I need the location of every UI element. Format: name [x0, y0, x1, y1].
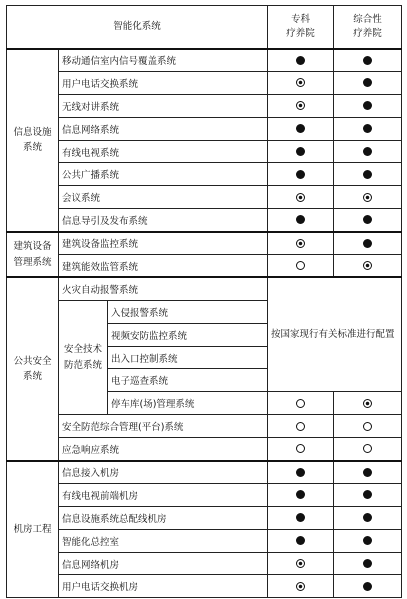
full-circle-icon	[363, 468, 372, 477]
specialty-mark	[268, 117, 334, 140]
full-circle-icon	[363, 490, 372, 499]
general-mark	[334, 140, 402, 163]
empty-circle-icon	[296, 261, 305, 270]
header-specialty-sanatorium: 专科 疗养院	[268, 6, 334, 49]
specialty-mark	[268, 94, 334, 117]
empty-circle-icon	[296, 399, 305, 408]
full-circle-icon	[363, 513, 372, 522]
full-circle-icon	[296, 468, 305, 477]
spec-table-body	[7, 6, 402, 598]
system-item: 智能化总控室	[59, 529, 268, 552]
general-mark	[334, 506, 402, 529]
general-mark	[334, 483, 402, 506]
table-row	[7, 529, 402, 552]
group-label: 建筑设备 管理系统	[7, 232, 59, 278]
specialty-mark	[268, 506, 334, 529]
full-circle-icon	[296, 170, 305, 179]
empty-circle-icon	[363, 444, 372, 453]
table-row	[7, 461, 402, 484]
full-circle-icon	[363, 124, 372, 133]
table-row	[7, 277, 402, 300]
system-item: 建筑设备监控系统	[59, 232, 268, 255]
table-row	[7, 117, 402, 140]
system-item: 信息导引及发布系统	[59, 209, 268, 232]
general-mark	[334, 552, 402, 575]
table-row	[7, 94, 402, 117]
full-circle-icon	[363, 582, 372, 591]
system-item: 应急响应系统	[59, 438, 268, 461]
header-row	[7, 6, 402, 49]
specialty-mark	[268, 438, 334, 461]
spec-table	[6, 5, 402, 598]
specialty-mark	[268, 186, 334, 209]
general-mark	[334, 49, 402, 72]
general-mark	[334, 94, 402, 117]
general-mark	[334, 529, 402, 552]
system-item: 有线电视系统	[59, 140, 268, 163]
system-item: 信息网络机房	[59, 552, 268, 575]
table-row	[7, 255, 402, 278]
system-item: 信息接入机房	[59, 461, 268, 484]
system-item: 安全防范综合管理(平台)系统	[59, 415, 268, 438]
system-item: 火灾自动报警系统	[59, 277, 268, 300]
specialty-mark	[268, 552, 334, 575]
system-item: 电子巡查系统	[108, 369, 268, 392]
full-circle-icon	[363, 78, 372, 87]
dot-circle-icon	[363, 399, 372, 408]
table-row	[7, 552, 402, 575]
system-item: 视频安防监控系统	[108, 323, 268, 346]
dot-circle-icon	[363, 261, 372, 270]
dot-circle-icon	[296, 582, 305, 591]
full-circle-icon	[363, 56, 372, 65]
specialty-mark	[268, 163, 334, 186]
full-circle-icon	[363, 559, 372, 568]
system-item: 有线电视前端机房	[59, 483, 268, 506]
full-circle-icon	[296, 513, 305, 522]
specialty-mark	[268, 461, 334, 484]
full-circle-icon	[296, 56, 305, 65]
header-general-sanatorium: 综合性 疗养院	[334, 6, 402, 49]
specialty-mark	[268, 392, 334, 415]
full-circle-icon	[363, 239, 372, 248]
general-mark	[334, 163, 402, 186]
full-circle-icon	[363, 170, 372, 179]
table-row	[7, 232, 402, 255]
general-mark	[334, 415, 402, 438]
specialty-mark	[268, 232, 334, 255]
table-row	[7, 575, 402, 598]
general-mark	[334, 438, 402, 461]
group-label: 公共安全 系统	[7, 277, 59, 460]
specialty-mark	[268, 209, 334, 232]
system-item: 公共广播系统	[59, 163, 268, 186]
general-mark	[334, 461, 402, 484]
general-mark	[334, 186, 402, 209]
table-row	[7, 71, 402, 94]
empty-circle-icon	[363, 422, 372, 431]
system-item: 移动通信室内信号覆盖系统	[59, 49, 268, 72]
specialty-mark	[268, 415, 334, 438]
table-row	[7, 163, 402, 186]
full-circle-icon	[296, 215, 305, 224]
system-item: 信息设施系统总配线机房	[59, 506, 268, 529]
full-circle-icon	[296, 147, 305, 156]
specialty-mark	[268, 71, 334, 94]
table-row	[7, 438, 402, 461]
full-circle-icon	[363, 101, 372, 110]
table-row	[7, 483, 402, 506]
subgroup-label: 安全技术 防范系统	[59, 300, 108, 414]
dot-circle-icon	[296, 78, 305, 87]
system-item: 会议系统	[59, 186, 268, 209]
table-row	[7, 209, 402, 232]
system-item: 用户电话交换机房	[59, 575, 268, 598]
system-item: 出入口控制系统	[108, 346, 268, 369]
specialty-mark	[268, 49, 334, 72]
system-item: 停车库(场)管理系统	[108, 392, 268, 415]
specialty-mark	[268, 575, 334, 598]
full-circle-icon	[296, 124, 305, 133]
specialty-mark	[268, 140, 334, 163]
general-mark	[334, 117, 402, 140]
system-item: 信息网络系统	[59, 117, 268, 140]
empty-circle-icon	[296, 444, 305, 453]
full-circle-icon	[363, 536, 372, 545]
dot-circle-icon	[296, 193, 305, 202]
general-mark	[334, 392, 402, 415]
general-mark	[334, 209, 402, 232]
group-label: 机房工程	[7, 461, 59, 598]
full-circle-icon	[296, 536, 305, 545]
dot-circle-icon	[363, 193, 372, 202]
system-item: 建筑能效监管系统	[59, 255, 268, 278]
system-item: 无线对讲系统	[59, 94, 268, 117]
empty-circle-icon	[296, 422, 305, 431]
table-row	[7, 49, 402, 72]
general-mark	[334, 255, 402, 278]
full-circle-icon	[363, 147, 372, 156]
dot-circle-icon	[296, 101, 305, 110]
full-circle-icon	[363, 215, 372, 224]
header-system: 智能化系统	[7, 6, 268, 49]
general-mark	[334, 575, 402, 598]
config-note: 按国家现行有关标准进行配置	[268, 277, 402, 391]
table-row	[7, 506, 402, 529]
specialty-mark	[268, 529, 334, 552]
dot-circle-icon	[296, 559, 305, 568]
table-row	[7, 415, 402, 438]
specialty-mark	[268, 255, 334, 278]
table-row	[7, 186, 402, 209]
general-mark	[334, 232, 402, 255]
system-item: 用户电话交换系统	[59, 71, 268, 94]
full-circle-icon	[296, 490, 305, 499]
group-label: 信息设施 系统	[7, 49, 59, 232]
dot-circle-icon	[296, 239, 305, 248]
system-item: 入侵报警系统	[108, 300, 268, 323]
general-mark	[334, 71, 402, 94]
specialty-mark	[268, 483, 334, 506]
table-row	[7, 140, 402, 163]
